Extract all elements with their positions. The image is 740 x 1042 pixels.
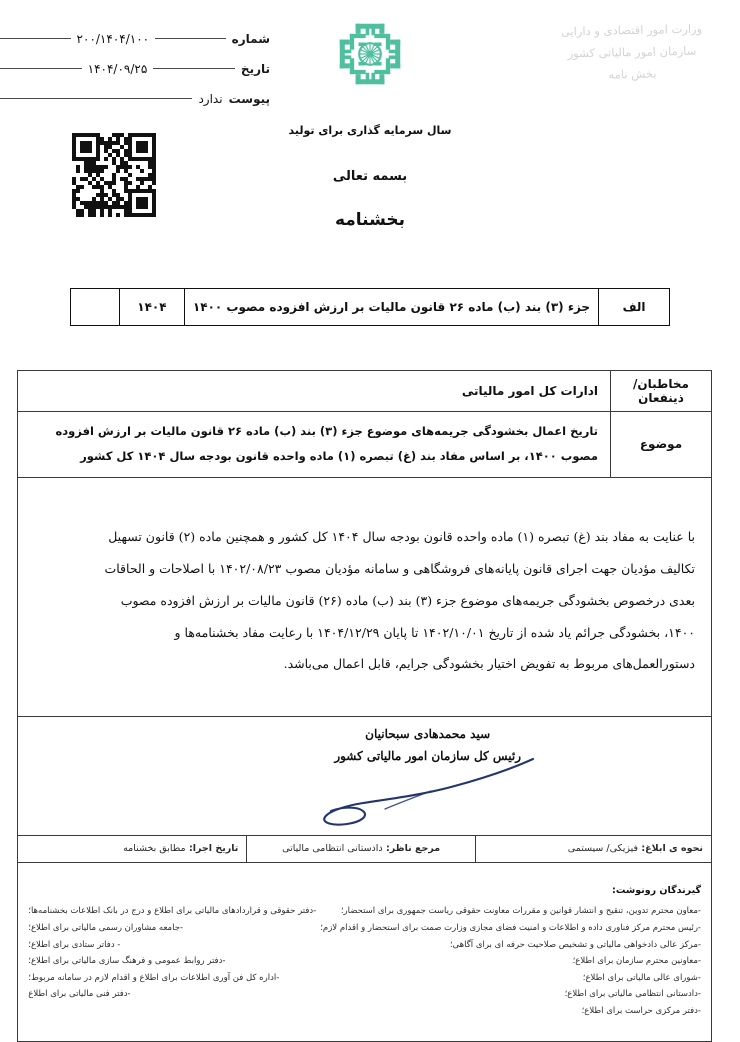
signatory-title: رئیس کل سازمان امور مالیاتی کشور [334, 749, 521, 764]
body-line-2: تکالیف مؤدیان جهت اجرای قانون پایانه‌های فروشگاهی و سامانه مؤدیان مصوب ۱۴۰۲/۰۸/۲۳ با اصلاحات و الحاقات [104, 560, 695, 576]
recipients-left-column [28, 903, 316, 1019]
document-kind-title: بخشنامه [334, 210, 406, 230]
attachment-label: پیوست [228, 92, 270, 106]
number-label: شماره [231, 32, 270, 46]
recipients-right-column [320, 903, 701, 1019]
document-header [0, 0, 740, 270]
audience-row [18, 371, 712, 412]
footer-strip-row [18, 835, 712, 862]
attachment-value: ندارد [198, 92, 223, 106]
recipients-grid [28, 903, 701, 1019]
subject-row [18, 412, 712, 478]
supervisor-value: دادستانی انتظامی مالیاتی [282, 843, 383, 855]
footer-strip-table [18, 836, 711, 862]
recipients-cell [18, 862, 712, 1041]
supervisor-label: مرجع ناظر: [385, 843, 441, 855]
signature-row [18, 716, 712, 835]
number-value: ۲۰۰/۱۴۰۴/۱۰۰ [76, 32, 150, 46]
subject-line-2: مصوب ۱۴۰۰، بر اساس مفاد بند (غ) تبصره (۱) ماده واحده قانون بودجه سال ۱۴۰۴ کل کشور [80, 449, 598, 464]
audience-value: ادارات کل امور مالیاتی [18, 371, 611, 412]
recipient-item: - دفاتر ستادی برای اطلاع؛ [28, 939, 121, 950]
body-line-1: با عنایت به مفاد بند (غ) تبصره (۱) ماده واحده قانون بودجه سال ۱۴۰۴ کل کشور و همچنین ماده (۲) قانون تسهیل [108, 528, 695, 544]
classification-table [70, 288, 670, 326]
year-slogan: سال سرمایه گذاری برای تولید [288, 124, 452, 137]
besmeh-taala: بسمه تعالی [332, 169, 408, 184]
recipients-row [18, 862, 712, 1041]
recipients-title: گیرندگان رونوشت: [612, 884, 701, 896]
notify-cell [475, 836, 711, 862]
recipient-item: -دفتر روابط عمومی و فرهنگ سازی مالیاتی برای اطلاع؛ [28, 956, 226, 967]
body-text [18, 477, 712, 716]
recipient-item: -معاونین محترم سازمان برای اطلاع؛ [572, 956, 701, 967]
recipient-item: -رئیس محترم مرکز فناوری داده و اطلاعات و امنیت فضای مجازی وزارت صمت برای استحضار و اقدام لازم؛ [320, 922, 701, 933]
ministry-line-1: وزارت امور اقتصادی و دارایی [560, 21, 703, 39]
tax-organization-logo-icon [334, 18, 406, 90]
body-line-3: بعدی درخصوص بخشودگی جریمه‌های موضوع جزء (۳) بند (ب) ماده (۲۶) قانون مالیات بر ارزش افزوده مصوب [120, 592, 695, 608]
exec-date-cell [18, 836, 247, 862]
handwritten-signature [311, 753, 541, 829]
recipient-item: -اداره کل فن آوری اطلاعات برای اطلاع و اقدام لازم در سامانه مربوط؛ [28, 972, 280, 983]
recipient-item: -دفتر مرکزی حراست برای اطلاع؛ [581, 1005, 701, 1016]
exec-date-label: تاریخ اجرا: [188, 843, 239, 855]
recipient-item: -شورای عالی مالیاتی برای اطلاع؛ [582, 972, 701, 983]
supervisor-cell [247, 836, 476, 862]
recipient-item: -دفتر فنی مالیاتی برای اطلاع [28, 989, 131, 1000]
body-row [18, 477, 712, 716]
ministry-line-2: سازمان امور مالیاتی کشور [567, 43, 697, 61]
recipient-item: -دادستانی انتظامی مالیاتی برای اطلاع؛ [564, 989, 701, 1000]
classification-subject: جزء (۳) بند (ب) ماده ۲۶ قانون مالیات بر ارزش افزوده مصوب ۱۴۰۰ [184, 289, 598, 326]
classification-blank [70, 289, 119, 326]
subject-label: موضوع [611, 412, 712, 478]
recipient-item: -جامعه مشاوران رسمی مالیاتی برای اطلاع؛ [28, 922, 184, 933]
classification-letter: الف [599, 289, 670, 326]
recipient-item: -دفتر حقوقی و قراردادهای مالیاتی برای اطلاع و درج در بانک اطلاعات بخشنامه‌ها؛ [28, 906, 317, 917]
notify-label: نحوه ی ابلاغ: [641, 843, 703, 855]
date-label: تاریخ [240, 62, 270, 76]
main-content-table [17, 370, 712, 1042]
body-line-5: دستورالعمل‌های مربوط به تفویض اختیار بخشودگی جرایم، قابل اعمال می‌باشد. [283, 656, 695, 672]
footer-strip-cell [18, 835, 712, 862]
ministry-line-3: بخش نامه [608, 66, 657, 82]
signatory-name: سید محمدهادی سبحانیان [365, 726, 491, 741]
exec-date-value: مطابق بخشنامه [123, 843, 186, 855]
classification-row [70, 289, 669, 326]
recipient-item: -مرکز عالی دادخواهی مالیاتی و تشخیص صلاحیت حرفه ای برای آگاهی؛ [449, 939, 701, 950]
audience-label: مخاطبان/ ذینفعان [611, 371, 712, 412]
body-line-4: ۱۴۰۰، بخشودگی جرائم یاد شده از تاریخ ۱۴۰۲/۱۰/۰۱ تا پایان ۱۴۰۴/۱۲/۲۹ با رعایت مفاد بخشنامه‌ها و [174, 624, 695, 640]
subject-line-1: تاریخ اعمال بخشودگی جریمه‌های موضوع جزء (۳) بند (ب) ماده ۲۶ قانون مالیات بر ارزش افزوده [55, 424, 598, 438]
notify-value: فیزیکی/ سیستمی [567, 843, 639, 855]
classification-year: ۱۴۰۴ [119, 289, 184, 326]
qr-code [72, 133, 156, 217]
classification-table-wrap [0, 288, 740, 326]
subject-value [18, 412, 611, 478]
recipient-item: -معاون محترم تدوین، تنقیح و انتشار قوانین و مقررات معاونت حقوقی ریاست جمهوری برای استحضار؛ [340, 906, 701, 917]
signature-area [18, 716, 712, 835]
date-value: ۱۴۰۴/۰۹/۲۵ [87, 62, 148, 76]
